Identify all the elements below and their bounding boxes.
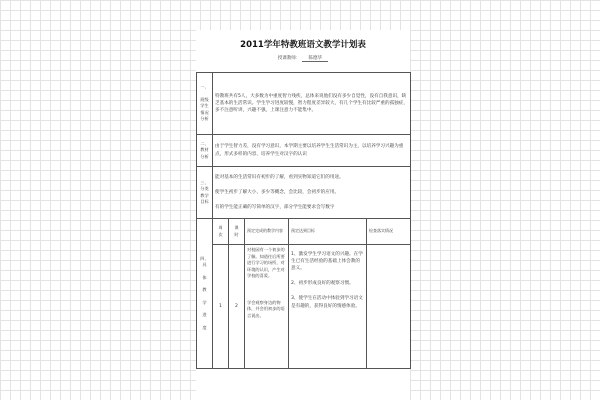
goal-item-3: 有的学生能正确的写简单的汉字，部分学生能要求会写数字	[215, 205, 335, 211]
cell-content	[245, 245, 289, 369]
row-material-analysis	[197, 135, 411, 167]
header-content: 预定完成的教学内容	[245, 219, 289, 245]
progress-header-row	[197, 219, 411, 245]
row-student-analysis	[197, 73, 411, 135]
target-item-1: 1、激发学生学习语文的兴趣。在学生已有生活经验的基础上体会教的意义。	[291, 252, 363, 272]
header-week: 周 次	[213, 219, 229, 245]
teaching-goals-label: 三、 分类 教学 目标	[197, 167, 213, 219]
teacher-name: 陈德华	[302, 55, 328, 62]
goal-item-2: 使学生初步了解大小、多少等概念，会比较，会初步的应用。	[215, 189, 340, 195]
content-part-a: 对校园有一个初步的了解。知道往后所要进行学习的场所，对环境的认识，产生对学校的喜爱。	[247, 247, 285, 278]
teaching-goals-list	[213, 167, 411, 219]
document-title: 2011学年特教班语文教学计划表	[240, 40, 366, 50]
row-teaching-goals	[197, 167, 411, 219]
cell-week: 1	[213, 245, 229, 369]
header-target: 预定达到目标	[289, 219, 367, 245]
header-hours: 课 时	[229, 219, 245, 245]
cell-check	[367, 245, 411, 369]
teacher-label: 授课教师：	[277, 56, 301, 61]
target-item-3: 3、使学生在活动中体验到学习语文是有趣的，获得良好的情感体验。	[291, 296, 363, 309]
student-analysis-text: 特教班共有5人，大多数为中重度智力残疾，总体来说他们没有多少自觉性，没有自我意识，缺乏基本的生活常识。学生学习进度较慢，智力程度差异较大，有几个学生有比较严重的孤独症，多不注意听讲，兴趣不强，上课注意力不能集中。	[213, 73, 411, 135]
cell-targets	[289, 245, 367, 369]
content-part-b: 学会观察身边的物体，并会用初步的语言说出。	[247, 299, 285, 318]
document-page	[196, 30, 410, 400]
goal-item-1: 能对基本的生活常识有初步的了解，看到实物知道它们的用途。	[215, 174, 344, 180]
material-analysis-label: 二、 教材 分析	[197, 135, 213, 167]
progress-label: 四、 具 体 教 学 进 度	[197, 219, 213, 369]
progress-row	[197, 245, 411, 369]
header-check: 检查落实情况	[367, 219, 411, 245]
target-item-2: 2、初步形成良好的观察习惯。	[291, 281, 354, 287]
student-analysis-label: 一、 班级 学生 情况 分析	[197, 73, 213, 135]
teacher-line	[196, 55, 410, 62]
plan-table	[196, 72, 411, 369]
material-analysis-text: 由于学生智力差，没有学习意识，本学期主要以培养学生生活常识为主，以培养学习兴趣为重点，形式多样的内容，培养学生对汉字的认识	[213, 135, 411, 167]
cell-hours: 2	[229, 245, 245, 369]
